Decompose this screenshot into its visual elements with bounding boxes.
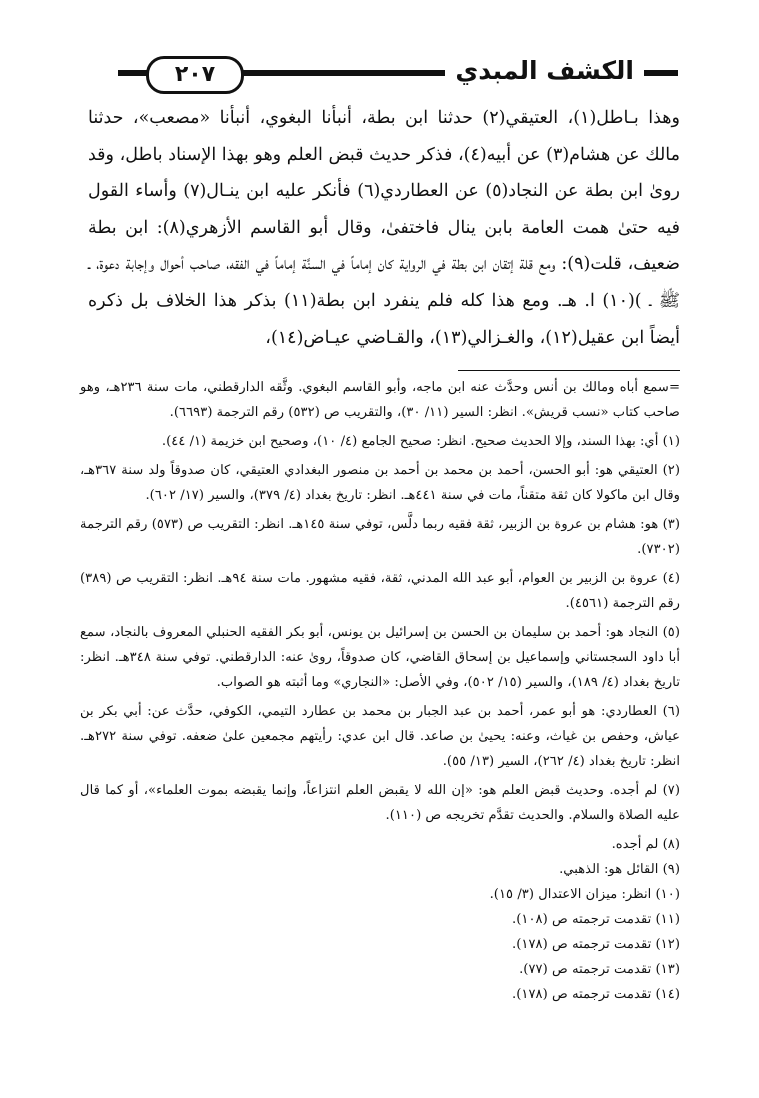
page-header — [118, 52, 678, 96]
footnote-12: (١٢) تقدمت ترجمته ص (١٧٨). — [512, 937, 680, 952]
footnote-9: (٩) القائل هو: الذهبي. — [559, 862, 680, 877]
footnote-8: (٨) لم أجده. — [611, 837, 680, 852]
footnote-6: (٦) العطاردي: هو أبو عمر، أحمد بن عبد الجبار بن محمد بن عطارد التيمي، الكوفي، حدَّث عن: أبي بكر بن عياش، وحفص بن غياث، وعنه: يحيىٰ بن صاعد. قال ابن عدي: رأيتهم مجمعين علىٰ ضعفه. توفي سنة ٢٧٢هـ. انظر: تاريخ بغداد (٤/ ٢٦٢)، السير (١٣/ ٥٥). — [80, 704, 680, 769]
main-text — [88, 100, 680, 356]
footnote-5: (٥) النجاد هو: أحمد بن سليمان بن الحسن بن إسرائيل بن يونس، أبو بكر الفقيه الحنبلي المعروف بالنجاد، سمع أبا داود السجستاني وإسماعيل بن إسحاق القاضي، كان صدوقاً، روىٰ عنه: الدارقطني. توفي سنة ٣٤٨هـ. انظر: تاريخ بغداد (٤/ ١٨٩)، والسير (١٥/ ٥٠٢)، وفي الأصل: «النجاري» وما أثبته هو الصواب. — [80, 625, 680, 690]
footnote-1: (١) أي: بهذا السند، وإلا الحديث صحيح. انظر: صحيح الجامع (٤/ ١٠)، وصحيح ابن خزيمة (١/ ٤٤). — [161, 434, 680, 449]
main-paragraph: وهذا بـاطل(١)، العتيقي(٢) حدثنا ابن بطة، أنبأنا البغوي، أنبأنا «مصعب»، حدثنا مالك عن هشام(٣) عن أبيه(٤)، فذكر حديث قبض العلم وهو بهذا الإسناد باطل، وقد روىٰ ابن بطة عن النجاد(٥) عن العطاردي(٦) فأنكر عليه ابن ينـال(٧) وأساء القول فيه حتىٰ همت العامة بابن ينال فاختفىٰ، وقال أبو القاسم الأزهري(٨): ابن بطة ضعيف، قلت(٩): ومع قلة إتقان ابن بطة في الرواية كان إماماً في السنَّة إماماً في الفقه، صاحب أحوال وإجابة دعوة، ـ ﷺ ـ )(١٠) ا. هـ. ومع هذا كله فلم ينفرد ابن بطة(١١) بذكر هذا الخلاف بل ذكره أيضاً ابن عقيل(١٢)، والغـزالي(١٣)، والقـاضي عيـاض(١٤)، — [88, 108, 680, 348]
footnotes — [80, 375, 680, 1007]
footnote-11: (١١) تقدمت ترجمته ص (١٠٨). — [512, 912, 680, 927]
footnote-13: (١٣) تقدمت ترجمته ص (٧٧). — [519, 962, 680, 977]
footnote-continuation: =سمع أباه ومالك بن أنس وحدَّث عنه ابن ماجه، وأبو القاسم البغوي. وثَّقه الدارقطني، مات سنة ٢٣٦هـ، وهو صاحب كتاب «نسب قريش». انظر: السير (١١/ ٣٠)، والتقريب ص (٥٣٢) رقم الترجمة (٦٦٩٣). — [80, 380, 680, 420]
book-title: الكشف المبدي — [445, 52, 644, 90]
footnote-2: (٢) العتيقي هو: أبو الحسن، أحمد بن محمد بن أحمد بن منصور البغدادي العتيقي، كان صدوقاً ولد سنة ٣٦٧هـ، وقال ابن ماكولا كان ثقة متقناً، مات في سنة ٤٤١هـ. انظر: تاريخ بغداد (٤/ ٣٧٩)، والسير (١٧/ ٦٠٢). — [80, 463, 680, 503]
footnote-3: (٣) هو: هشام بن عروة بن الزبير، ثقة فقيه ربما دلَّس، توفي سنة ١٤٥هـ. انظر: التقريب ص (٥٧٣) رقم الترجمة (٧٣٠٢). — [80, 517, 680, 557]
footnote-4: (٤) عروة بن الزبير بن العوام، أبو عبد الله المدني، ثقة، فقيه مشهور. مات سنة ٩٤هـ. انظر: التقريب ص (٣٨٩) رقم الترجمة (٤٥٦١). — [80, 571, 680, 611]
footnote-10: (١٠) انظر: ميزان الاعتدال (٣/ ١٥). — [489, 887, 680, 902]
footnote-14: (١٤) تقدمت ترجمته ص (١٧٨). — [512, 987, 680, 1002]
footnote-7: (٧) لم أجده. وحديث قبض العلم هو: «إن الله لا يقبض العلم انتزاعاً، وإنما يقبضه بموت العلماء»، أو كما قال عليه الصلاة والسلام. والحديث تقدَّم تخريجه ص (١١٠). — [80, 783, 680, 823]
page-number: ٢٠٧ — [146, 56, 244, 94]
header-rule-right — [642, 70, 678, 76]
